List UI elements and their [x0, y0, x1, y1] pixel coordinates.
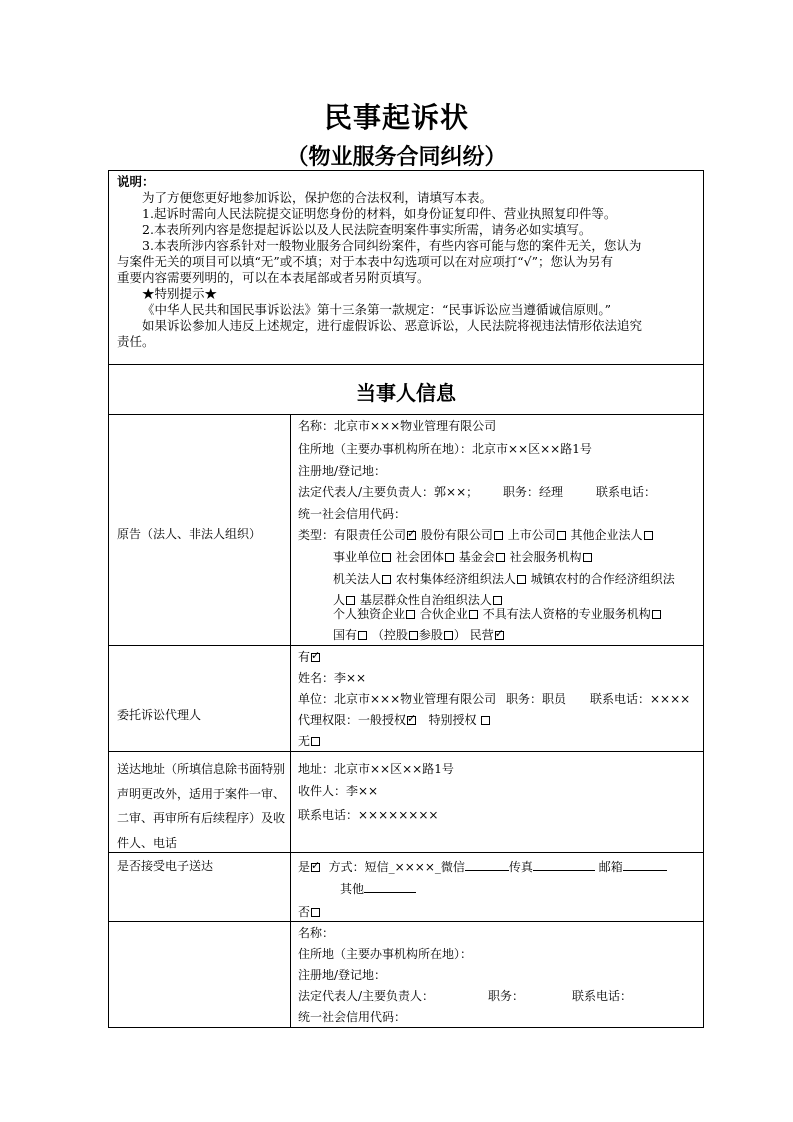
defendant-registered: 注册地/登记地： [298, 968, 387, 982]
electronic-no: 否 [298, 905, 311, 919]
email-field[interactable] [623, 858, 667, 871]
instructions-paragraph: 为了方便您更好地参加诉讼，保护您的合法权利，请填写本表。 [142, 190, 493, 205]
type-equity: 参股 [418, 628, 443, 642]
type-joint-stock: 股份有限公司 [420, 528, 493, 542]
checkbox-state-owned[interactable] [358, 631, 367, 640]
document-title: 民事起诉状 [323, 101, 469, 134]
checkbox-holding[interactable] [409, 631, 418, 640]
electronic-method: 方式：短信_××××_微信 [328, 860, 465, 874]
row-divider [108, 852, 704, 853]
special-notice-heading: ★特别提示★ [142, 286, 218, 301]
type-holding-close: ） [453, 628, 466, 642]
plaintiff-type-row [333, 572, 675, 586]
service-phone: 联系电话：×××××××× [298, 808, 439, 822]
electronic-other-row [340, 880, 416, 896]
service-address: 地址：北京市××区××路1号 [298, 762, 454, 776]
row-divider [108, 364, 704, 365]
authority-label: 代理权限： [298, 713, 359, 727]
plaintiff-credit-code: 统一社会信用代码： [298, 507, 407, 521]
type-grassroots: 基层群众性自治组织法人 [359, 593, 492, 607]
instructions-paragraph: 《中华人民共和国民事诉讼法》第十三条第一款规定：“民事诉讼应当遵循诚信原则。” [142, 302, 612, 317]
checkbox-partnership[interactable] [469, 610, 478, 619]
wechat-field[interactable] [465, 858, 509, 871]
agent-unit: 单位：北京市×××物业管理有限公司 [298, 692, 497, 706]
instructions-paragraph: 3.本表所涉内容系针对一般物业服务合同纠纷案件，有些内容可能与您的案件无关，您认为 [142, 238, 642, 253]
type-private: 民营 [469, 628, 494, 642]
defendant-address: 住所地（主要办事机构所在地）： [298, 947, 473, 961]
fax-field[interactable] [533, 858, 595, 871]
type-cooperative: 城镇农村的合作经济组织法 [530, 572, 675, 586]
plaintiff-type-row [333, 628, 505, 642]
agent-authority-row [298, 713, 491, 727]
section-title: 当事人信息 [356, 381, 456, 405]
electronic-yes-row [298, 858, 667, 874]
agent-none: 无 [298, 734, 311, 748]
electronic-email: 邮箱 [598, 860, 623, 874]
type-sole: 个人独资企业 [333, 607, 406, 621]
other-field[interactable] [364, 880, 416, 893]
column-divider [290, 414, 291, 1028]
service-label: 件人、电话 [117, 836, 178, 850]
plaintiff-representative: 法定代表人/主要负责人：郭××； [298, 485, 479, 499]
authority-special: 特别授权 [428, 713, 477, 727]
authority-general: 一般授权 [358, 713, 407, 727]
type-social-group: 社会团体 [395, 550, 444, 564]
instructions-paragraph: 与案件无关的项目可以填“无”或不填；对于本表中勾选项可以在对应项打“√”；您认为另有 [117, 254, 614, 269]
plaintiff-phone: 联系电话： [596, 485, 657, 499]
checkbox-electronic-no[interactable] [311, 908, 320, 917]
type-listed: 上市公司 [507, 528, 556, 542]
defendant-phone: 联系电话： [572, 989, 633, 1003]
plaintiff-type-row [333, 593, 503, 607]
service-label: 声明更改外，适用于案件一审、 [117, 787, 286, 801]
defendant-representative: 法定代表人/主要负责人： [298, 989, 435, 1003]
plaintiff-registered: 注册地/登记地： [298, 464, 387, 478]
electronic-label: 是否接受电子送达 [117, 859, 214, 873]
defendant-position: 职务： [488, 989, 525, 1003]
type-unincorporated: 不具有法人资格的专业服务机构 [482, 607, 651, 621]
checkbox-special-authority[interactable] [481, 716, 490, 725]
checkbox-public-institution[interactable] [382, 553, 391, 562]
row-divider [108, 645, 704, 646]
checkbox-private[interactable] [495, 631, 504, 640]
plaintiff-type-row [333, 550, 593, 564]
type-foundation: 基金会 [458, 550, 495, 564]
plaintiff-type-row [298, 528, 654, 542]
checkbox-rural-collective[interactable] [517, 575, 526, 584]
checkbox-cooperative[interactable] [346, 596, 355, 605]
type-other-enterprise: 其他企业法人 [570, 528, 643, 542]
instructions-paragraph: 重要内容需要列明的，可以在本表尾部或者另附页填写。 [117, 270, 430, 285]
checkbox-joint-stock[interactable] [494, 531, 503, 540]
checkbox-electronic-yes[interactable] [311, 863, 320, 872]
electronic-no-row [298, 905, 321, 919]
plaintiff-label: 原告（法人、非法人组织） [117, 527, 262, 541]
checkbox-social-service[interactable] [583, 553, 592, 562]
electronic-other: 其他 [340, 882, 365, 896]
type-social-service: 社会服务机构 [509, 550, 582, 564]
type-rural-collective: 农村集体经济组织法人 [395, 572, 516, 586]
instructions-paragraph: 2.本表所列内容是您提起诉讼以及人民法院查明案件事实所需，请务必如实填写。 [142, 222, 592, 237]
plaintiff-type-row [333, 607, 662, 621]
service-label: 送达地址（所填信息除书面特别 [117, 762, 286, 776]
type-holding-open: （控股 [371, 628, 408, 642]
type-partnership: 合伙企业 [419, 607, 468, 621]
service-recipient: 收件人：李×× [298, 784, 379, 798]
service-label: 二审、再审所有后续程序）及收 [117, 811, 286, 825]
instructions-heading: 说明： [117, 174, 155, 189]
agent-none-row [298, 734, 321, 748]
checkbox-llc[interactable] [407, 531, 416, 540]
plaintiff-address: 住所地（主要办事机构所在地）：北京市××区××路1号 [298, 442, 592, 456]
type-government: 机关法人 [333, 572, 382, 586]
electronic-yes: 是 [298, 860, 311, 874]
agent-name: 姓名：李×× [298, 671, 367, 685]
agent-position: 职务：职员 [506, 692, 567, 706]
plaintiff-position: 职务：经理 [503, 485, 564, 499]
checkbox-government[interactable] [382, 575, 391, 584]
instructions [117, 174, 695, 350]
instructions-paragraph: 1.起诉时需向人民法院提交证明您身份的材料，如身份证复印件、营业执照复印件等。 [142, 206, 617, 221]
checkbox-foundation[interactable] [496, 553, 505, 562]
document-subtitle: （物业服务合同纠纷） [286, 144, 507, 170]
defendant-name: 名称： [298, 926, 335, 940]
plaintiff-name: 名称：北京市×××物业管理有限公司 [298, 419, 497, 433]
defendant-credit-code: 统一社会信用代码： [298, 1010, 407, 1024]
type-llc: 有限责任公司 [334, 528, 407, 542]
checkbox-social-group[interactable] [445, 553, 454, 562]
agent-has-row [298, 650, 321, 664]
row-divider [108, 921, 704, 922]
checkbox-other-enterprise[interactable] [644, 531, 653, 540]
row-divider [108, 414, 704, 415]
checkbox-agent-has[interactable] [311, 653, 320, 662]
checkbox-unincorporated[interactable] [652, 610, 661, 619]
row-divider [108, 751, 704, 752]
checkbox-listed[interactable] [557, 531, 566, 540]
checkbox-agent-none[interactable] [311, 737, 320, 746]
checkbox-sole[interactable] [406, 610, 415, 619]
checkbox-general-authority[interactable] [407, 716, 416, 725]
electronic-fax: 传真 [508, 860, 533, 874]
type-state-owned: 国有 [333, 628, 358, 642]
agent-has: 有 [298, 650, 311, 664]
checkbox-grassroots[interactable] [493, 596, 502, 605]
instructions-paragraph: 如果诉讼参加人违反上述规定，进行虚假诉讼、恶意诉讼，人民法院将视违法情形依法追究 [142, 318, 643, 333]
type-label-text: 类型： [298, 528, 335, 542]
instructions-paragraph: 责任。 [117, 334, 155, 349]
type-cooperative-cont: 人 [333, 593, 346, 607]
agent-label: 委托诉讼代理人 [117, 708, 202, 722]
type-public-institution: 事业单位 [333, 550, 382, 564]
agent-phone: 联系电话：×××× [590, 692, 691, 706]
checkbox-equity[interactable] [444, 631, 453, 640]
